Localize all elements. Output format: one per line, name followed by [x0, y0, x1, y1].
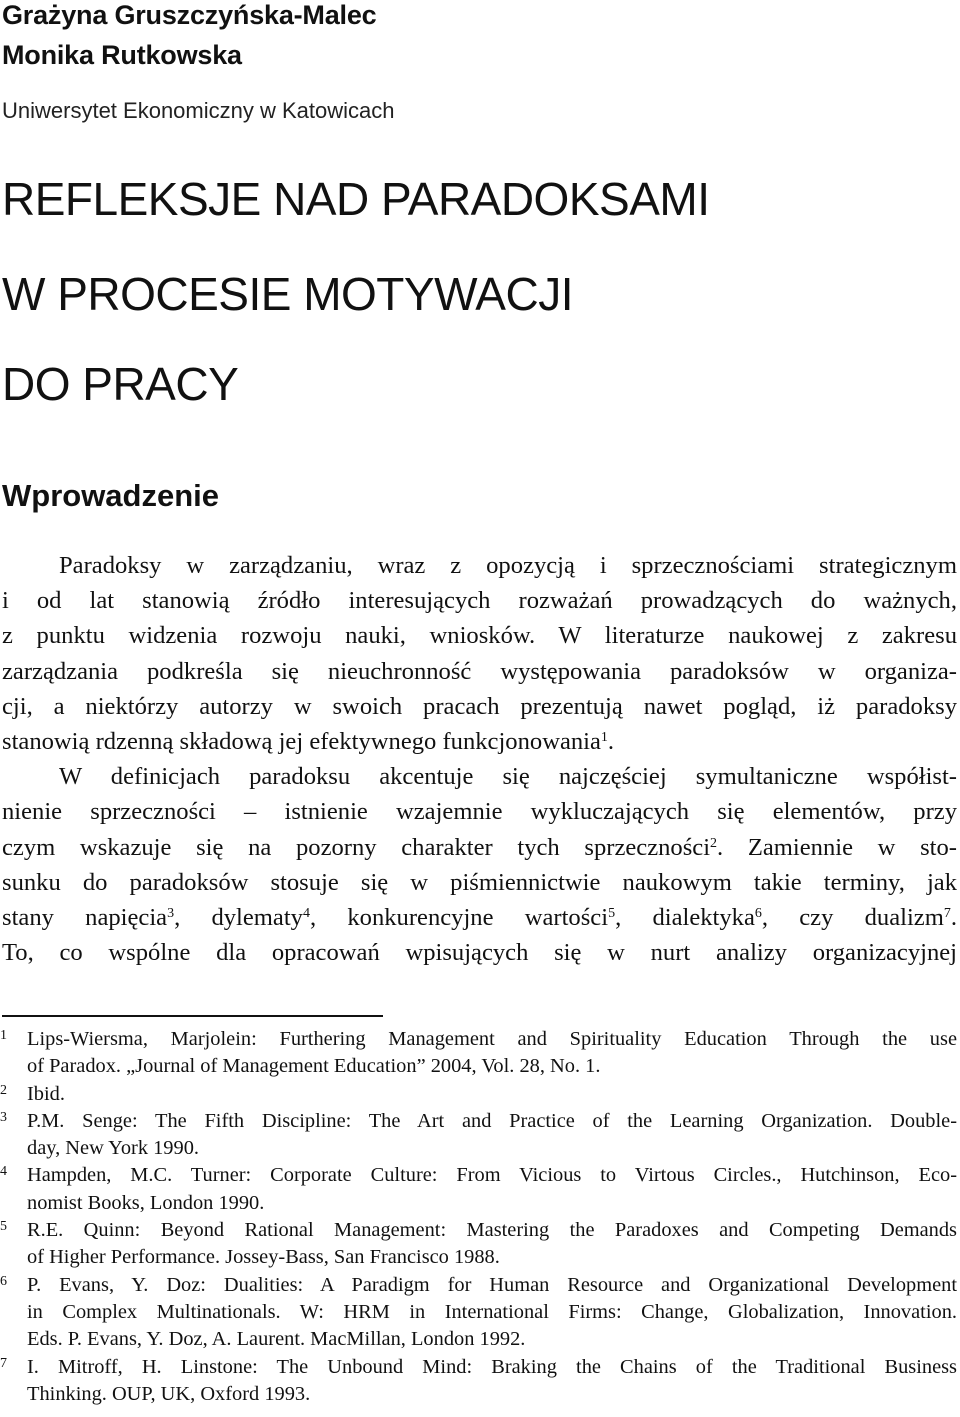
footnote — [0, 1217, 957, 1272]
footnote-number: 5 — [0, 1219, 7, 1235]
body-text — [2, 548, 957, 970]
body-line — [2, 724, 957, 759]
footnote — [0, 1162, 957, 1217]
footnote-ref: 1 — [600, 729, 608, 745]
footnote — [0, 1026, 957, 1081]
footnote-line: of Paradox. „Journal of Management Education” 2004, Vol. 28, No. 1. — [27, 1055, 601, 1078]
footnote-ref: 4 — [302, 905, 310, 921]
footnote-line: in Complex Multinationals. W: HRM in International Firms: Change, Globalization, Innovation. — [27, 1300, 957, 1323]
footnote-number: 3 — [0, 1109, 7, 1125]
body-line: zarządzania podkreśla się nieuchronność występowania paradoksów w organiza- — [2, 657, 957, 685]
footnote-line: Lips-Wiersma, Marjolein: Furthering Management and Spirituality Education Through the use — [27, 1028, 957, 1050]
body-text-span: . — [950, 903, 957, 931]
footnote — [0, 1354, 957, 1409]
footnotes — [0, 1026, 957, 1408]
affiliation: Uniwersytet Ekonomiczny w Katowicach — [2, 98, 395, 123]
body-text-span: stany napięcia — [2, 903, 168, 931]
footnote-line: Eds. P. Evans, Y. Doz, A. Laurent. MacMillan, London 1992. — [27, 1328, 526, 1351]
body-line: i od lat stanowią źródło interesujących rozważań prowadzących do ważnych, — [2, 587, 957, 615]
body-line — [2, 830, 957, 865]
footnote-number: 2 — [0, 1082, 7, 1098]
footnote-ref: 7 — [943, 905, 951, 921]
footnote-number: 4 — [0, 1164, 7, 1180]
title-line-3: DO PRACY — [2, 358, 239, 410]
footnote-ref: 2 — [710, 835, 718, 851]
footnote — [0, 1272, 957, 1354]
footnote — [0, 1108, 957, 1163]
body-text-span: . — [607, 727, 615, 755]
body-text-span: , dialektyka — [615, 903, 755, 931]
footnote-line: P.M. Senge: The Fifth Discipline: The Art and Practice of the Learning Organization. Double- — [27, 1109, 957, 1132]
body-line: nienie sprzeczności – istnienie wzajemnie wykluczających się elementów, przy — [2, 798, 957, 826]
body-line: sunku do paradoksów stosuje się w piśmiennictwie naukowym takie terminy, jak — [2, 868, 957, 896]
author-name-2: Monika Rutkowska — [2, 40, 242, 70]
footnote-ref: 6 — [754, 905, 762, 921]
footnote-ref: 5 — [608, 905, 616, 921]
body-text-span: , czy dualizm — [761, 903, 944, 931]
footnote — [0, 1081, 957, 1108]
body-text-span: , konkurencyjne wartości — [309, 903, 609, 931]
footnote-line: nomist Books, London 1990. — [27, 1191, 265, 1214]
footnote-line: of Higher Performance. Jossey-Bass, San Francisco 1988. — [27, 1246, 500, 1269]
footnote-line: Hampden, M.C. Turner: Corporate Culture: From Vicious to Virtous Circles., Hutchinson, Eco- — [27, 1164, 957, 1187]
title-line-1: REFLEKSJE NAD PARADOKSAMI — [2, 173, 710, 225]
footnote-line: P. Evans, Y. Doz: Dualities: A Paradigm for Human Resource and Organizational Development — [27, 1273, 957, 1296]
body-text-span: czym wskazuje się na pozorny charakter tych sprzeczności — [2, 833, 711, 861]
footnote-line: day, New York 1990. — [27, 1137, 199, 1160]
body-text-span: stanowią rdzenną składową jej efektywnego funkcjonowania — [2, 727, 601, 755]
footnote-number: 7 — [0, 1355, 7, 1371]
title-line-2: W PROCESIE MOTYWACJI — [2, 268, 573, 320]
section-heading: Wprowadzenie — [2, 478, 220, 513]
author-name-1: Grażyna Gruszczyńska-Malec — [2, 0, 377, 30]
body-line — [2, 900, 957, 935]
body-line: Paradoksy w zarządzaniu, wraz z opozycją i sprzecznościami strategicznym — [59, 552, 957, 579]
footnote-line: R.E. Quinn: Beyond Rational Management: Mastering the Paradoxes and Competing Demands — [27, 1219, 957, 1242]
body-line: W definicjach paradoksu akcentuje się najczęściej symultaniczne współist- — [59, 763, 957, 791]
footnote-ref: 3 — [167, 905, 175, 921]
footnote-number: 6 — [0, 1273, 7, 1289]
footnote-line: Thinking. OUP, UK, Oxford 1993. — [27, 1382, 311, 1405]
footnote-line: I. Mitroff, H. Linstone: The Unbound Mind: Braking the Chains of the Traditional Business — [27, 1355, 957, 1378]
body-line: z punktu widzenia rozwoju nauki, wniosków. W literaturze naukowej z zakresu — [2, 622, 957, 650]
footnote-line: Ibid. — [27, 1082, 65, 1105]
footnote-number: 1 — [0, 1028, 7, 1043]
body-text-span: , dylematy — [174, 903, 303, 931]
body-line: To, co wspólne dla opracowań wpisujących się w nurt analizy organizacyjnej — [2, 939, 957, 967]
footnote-separator — [2, 1015, 383, 1017]
body-line: cji, a niektórzy autorzy w swoich pracach prezentują nawet pogląd, iż paradoksy — [2, 692, 957, 720]
body-text-span: . Zamiennie w sto- — [717, 833, 957, 861]
